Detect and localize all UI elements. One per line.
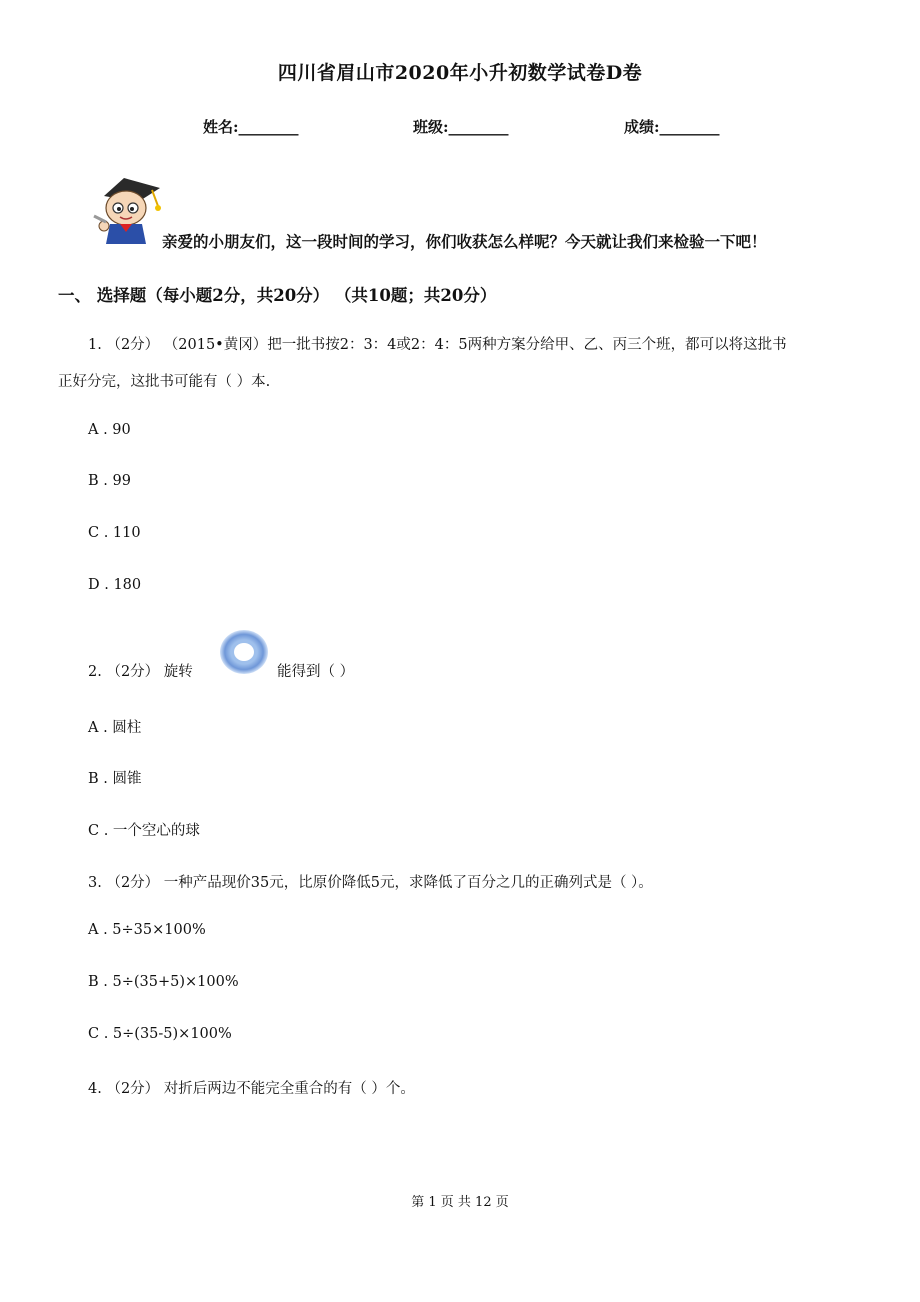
class-field [413,116,509,137]
question-2-prefix: 2. （2分） 旋转 [88,664,193,680]
question-2-option-c: C . 一个空心的球 [88,823,200,839]
class-field-label: 班级:________ [413,118,509,136]
question-2-option-a: A . 圆柱 [88,720,142,736]
question-1-line2: 正好分完，这批书可能有（ ）本. [58,374,271,390]
score-field [624,116,720,137]
question-4-line1: 4. （2分） 对折后两边不能完全重合的有（ ）个。 [88,1081,415,1097]
question-3-option-a: A . 5÷35×100% [88,922,206,938]
ring-shape-icon [218,628,270,676]
question-1-line1: 1. （2分） （2015•黄冈）把一批书按2：3：4或2：4：5两种方案分给甲、乙、丙三个班，都可以将这批书 [88,337,787,353]
question-1-option-a: A . 90 [88,422,131,438]
name-field-label: 姓名:________ [203,118,299,136]
page-title: 四川省眉山市2020年小升初数学试卷D卷 [277,62,643,84]
section-heading: 一、 选择题（每小题2分，共20分） （共10题；共20分） [58,286,497,305]
page-footer: 第 1 页 共 12 页 [411,1195,509,1210]
greeting-text: 亲爱的小朋友们，这一段时间的学习，你们收获怎么样呢？今天就让我们来检验一下吧！ [162,232,767,251]
mascot-doctor-icon [90,166,166,246]
question-2-suffix: 能得到（ ） [277,664,355,680]
question-3-option-c: C . 5÷(35-5)×100% [88,1026,232,1042]
score-field-label: 成绩:________ [624,118,720,136]
question-2-option-b: B . 圆锥 [88,771,142,787]
question-1-option-d: D . 180 [88,577,142,593]
name-field [203,116,299,137]
question-3-line1: 3. （2分） 一种产品现价35元，比原价降低5元，求降低了百分之几的正确列式是（ ）。 [88,875,653,891]
question-3-option-b: B . 5÷(35+5)×100% [88,974,239,990]
question-1-option-b: B . 99 [88,473,131,489]
question-1-option-c: C . 110 [88,525,141,541]
